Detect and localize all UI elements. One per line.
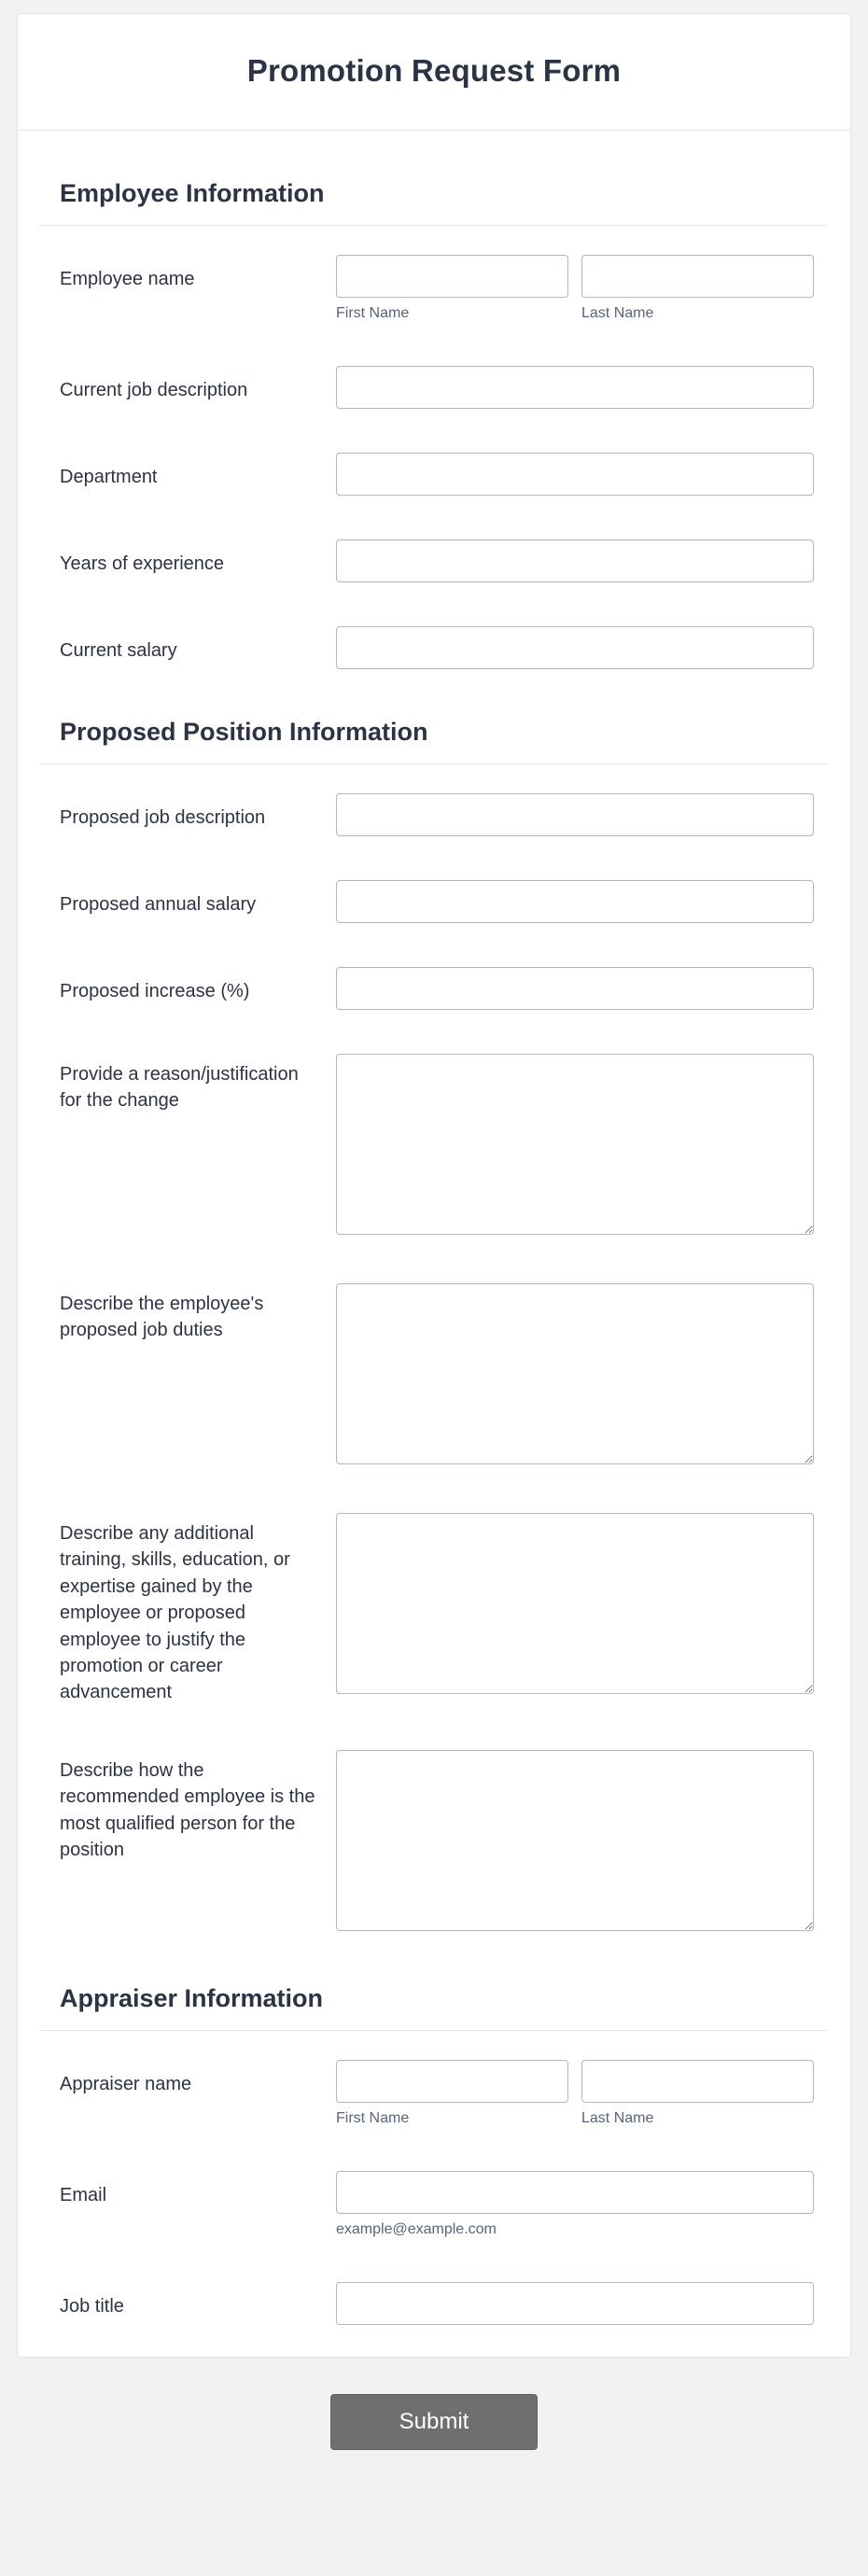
appraiser-first-name-input[interactable]	[336, 2060, 568, 2103]
section-heading-proposed: Proposed Position Information	[60, 718, 428, 746]
field-label-job-title: Job title	[60, 2295, 124, 2317]
employee-last-name-input[interactable]	[581, 255, 814, 298]
field-row-proposed-job-description	[40, 793, 828, 836]
field-row-proposed-increase	[40, 967, 828, 1010]
department-input[interactable]	[336, 453, 814, 496]
field-label-current-salary: Current salary	[60, 640, 177, 661]
field-row-most-qualified	[40, 1750, 828, 1936]
field-row-current-salary	[40, 626, 828, 669]
field-row-department	[40, 453, 828, 496]
field-label-email: Email	[60, 2184, 107, 2205]
divider	[40, 2030, 828, 2031]
divider	[40, 763, 828, 764]
field-row-current-job-description	[40, 366, 828, 409]
section-heading-appraiser: Appraiser Information	[60, 1983, 324, 2012]
current-salary-input[interactable]	[336, 626, 814, 669]
field-label-years-of-experience: Years of experience	[60, 553, 225, 574]
proposed-increase-input[interactable]	[336, 967, 814, 1010]
years-of-experience-input[interactable]	[336, 539, 814, 582]
field-row-job-title	[40, 2282, 828, 2325]
field-row-appraiser-name	[40, 2060, 828, 2127]
field-row-email	[40, 2171, 828, 2238]
proposed-annual-salary-input[interactable]	[336, 880, 814, 923]
field-row-proposed-job-duties	[40, 1283, 828, 1469]
form-header	[18, 14, 850, 131]
appraiser-name-inputs	[336, 2060, 814, 2127]
field-label-appraiser-name: Appraiser name	[60, 2073, 192, 2094]
submit-button[interactable]: Submit	[330, 2394, 538, 2450]
submit-area	[0, 2358, 868, 2495]
field-label-proposed-job-duties: Describe the employee's proposed job duties	[60, 1294, 264, 1341]
most-qualified-textarea[interactable]	[336, 1750, 814, 1931]
form-title: Promotion Request Form	[246, 53, 622, 88]
field-label-department: Department	[60, 467, 158, 487]
field-label-reason-justification: Provide a reason/justification for the change	[60, 1064, 299, 1112]
field-label-additional-training: Describe any additional training, skills, education, or expertise gained by the employee or proposed employee to justify the promotion or career advancement	[60, 1523, 290, 1703]
field-row-proposed-annual-salary	[40, 880, 828, 923]
current-job-description-input[interactable]	[336, 366, 814, 409]
email-input[interactable]	[336, 2171, 814, 2214]
section-heading-employee: Employee Information	[60, 179, 325, 207]
proposed-job-duties-textarea[interactable]	[336, 1283, 814, 1464]
last-name-sublabel: Last Name	[581, 2109, 654, 2126]
field-label-current-job-description: Current job description	[60, 380, 248, 400]
first-name-sublabel: First Name	[336, 305, 410, 321]
additional-training-textarea[interactable]	[336, 1513, 814, 1694]
appraiser-last-name-input[interactable]	[581, 2060, 814, 2103]
proposed-job-description-input[interactable]	[336, 793, 814, 836]
field-row-reason-justification	[40, 1054, 828, 1239]
field-label-employee-name: Employee name	[60, 269, 195, 289]
form-card	[17, 13, 851, 2358]
employee-first-name-input[interactable]	[336, 255, 568, 298]
job-title-input[interactable]	[336, 2282, 814, 2325]
reason-justification-textarea[interactable]	[336, 1054, 814, 1235]
divider	[40, 225, 828, 226]
field-label-proposed-job-description: Proposed job description	[60, 807, 266, 828]
employee-name-inputs	[336, 255, 814, 322]
field-row-additional-training	[40, 1513, 828, 1706]
last-name-sublabel: Last Name	[581, 305, 654, 321]
field-label-proposed-annual-salary: Proposed annual salary	[60, 894, 257, 915]
field-label-most-qualified: Describe how the recommended employee is the most qualified person for the position	[60, 1759, 315, 1860]
field-label-proposed-increase: Proposed increase (%)	[60, 981, 250, 1001]
field-row-employee-name	[40, 255, 828, 322]
field-row-years-of-experience	[40, 539, 828, 582]
form-body	[18, 179, 850, 2357]
first-name-sublabel: First Name	[336, 2109, 410, 2126]
email-sublabel: example@example.com	[336, 2220, 497, 2237]
